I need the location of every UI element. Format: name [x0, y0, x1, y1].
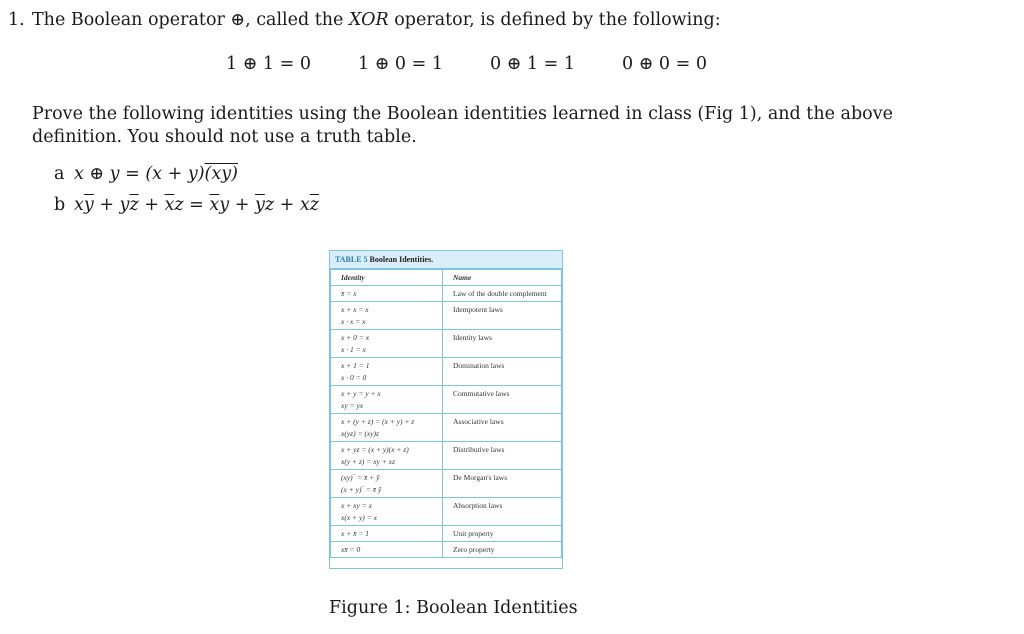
- identity-line: xx̄ = 0: [341, 545, 361, 554]
- identity-line: x + (y + z) = (x + y) + z: [341, 417, 415, 426]
- definition-2: 1 ⊕ 0 = 1: [358, 54, 443, 74]
- identity-line: x + 1 = 1: [341, 361, 370, 370]
- definition-1: 1 ⊕ 1 = 0: [226, 54, 311, 74]
- name-cell: Distributive laws: [443, 442, 562, 470]
- name-cell: Law of the double complement: [443, 286, 562, 302]
- identity-line: x(yz) = (xy)z: [341, 429, 379, 438]
- part-a: [54, 164, 238, 184]
- identity-cell: [331, 442, 443, 470]
- definition-4: 0 ⊕ 0 = 0: [622, 54, 707, 74]
- table-row: [331, 542, 562, 558]
- identity-line: (x + y)‾ = x̄ ȳ: [341, 485, 382, 494]
- identity-cell: [331, 470, 443, 498]
- identity-line: (xy)‾ = x̄ + ȳ: [341, 473, 380, 482]
- identity-cell: [331, 414, 443, 442]
- table-caption: [330, 251, 562, 269]
- identity-line: x + 0 = x: [341, 333, 370, 342]
- name-cell: Domination laws: [443, 358, 562, 386]
- identities-table: [330, 269, 562, 558]
- table-row: [331, 414, 562, 442]
- name-cell: Zero property: [443, 542, 562, 558]
- header-identity: Identity: [331, 270, 443, 286]
- identity-cell: [331, 386, 443, 414]
- question-text: [8, 10, 721, 30]
- operator-name: XOR: [348, 10, 389, 30]
- table-number: TABLE 5: [335, 255, 368, 264]
- table-row: [331, 386, 562, 414]
- identity-cell: [331, 358, 443, 386]
- identity-cell: [331, 330, 443, 358]
- identity-line: x(y + z) = xy + xz: [341, 457, 395, 466]
- header-name: Name: [443, 270, 562, 286]
- identity-cell: [331, 542, 443, 558]
- identity-line: x̄̄ = x: [341, 289, 357, 298]
- question-text-after: operator, is defined by the following:: [388, 10, 721, 30]
- name-cell: Absorption laws: [443, 498, 562, 526]
- part-a-lhs: x ⊕ y = (x + y): [74, 164, 205, 184]
- name-cell: Unit property: [443, 526, 562, 542]
- identity-cell: [331, 526, 443, 542]
- table-row: [331, 442, 562, 470]
- xor-symbol: ⊕: [230, 10, 246, 30]
- identity-line: x + x̄ = 1: [341, 529, 370, 538]
- table-row: [331, 302, 562, 330]
- table-row: [331, 358, 562, 386]
- identity-line: x + yz = (x + y)(x + z): [341, 445, 409, 454]
- name-cell: De Morgan's laws: [443, 470, 562, 498]
- identity-cell: [331, 286, 443, 302]
- identity-line: x(x + y) = x: [341, 513, 377, 522]
- name-cell: Identity laws: [443, 330, 562, 358]
- identity-cell: [331, 302, 443, 330]
- part-b: b $x\overline{y} + y\overline{z} + \overline{x}z = \overline{x}y + \overline{y}z + x\overline{z}$: [54, 195, 319, 215]
- part-a-overlined: (xy): [204, 164, 238, 184]
- table-row: [331, 526, 562, 542]
- name-cell: Commutative laws: [443, 386, 562, 414]
- identity-line: x + x = x: [341, 305, 369, 314]
- figure-caption: Figure 1: Boolean Identities: [329, 598, 578, 618]
- identity-line: x + y = y + x: [341, 389, 381, 398]
- identity-cell: [331, 498, 443, 526]
- name-cell: Associative laws: [443, 414, 562, 442]
- instructions: Prove the following identities using the Boolean identities learned in class (Fig 1), and the above definition. You should not use a truth table.: [32, 104, 893, 147]
- identity-line: x + xy = x: [341, 501, 372, 510]
- table-row: [331, 286, 562, 302]
- question-number: 1.: [8, 10, 25, 30]
- part-a-label: a: [54, 164, 65, 184]
- question-text-before: The Boolean operator: [32, 10, 231, 30]
- identity-line: xy = yx: [341, 401, 364, 410]
- table-row: [331, 498, 562, 526]
- name-cell: Idempotent laws: [443, 302, 562, 330]
- definition-3: 0 ⊕ 1 = 1: [490, 54, 575, 74]
- table-row: [331, 470, 562, 498]
- identity-line: x · 0 = 0: [341, 373, 367, 382]
- question-text-mid: , called the: [245, 10, 349, 30]
- part-b-label: b: [54, 195, 66, 215]
- identity-line: x · 1 = x: [341, 345, 366, 354]
- boolean-identities-figure: [329, 250, 563, 569]
- identity-line: x · x = x: [341, 317, 366, 326]
- table-row: [331, 330, 562, 358]
- table-title: Boolean Identities.: [369, 255, 434, 264]
